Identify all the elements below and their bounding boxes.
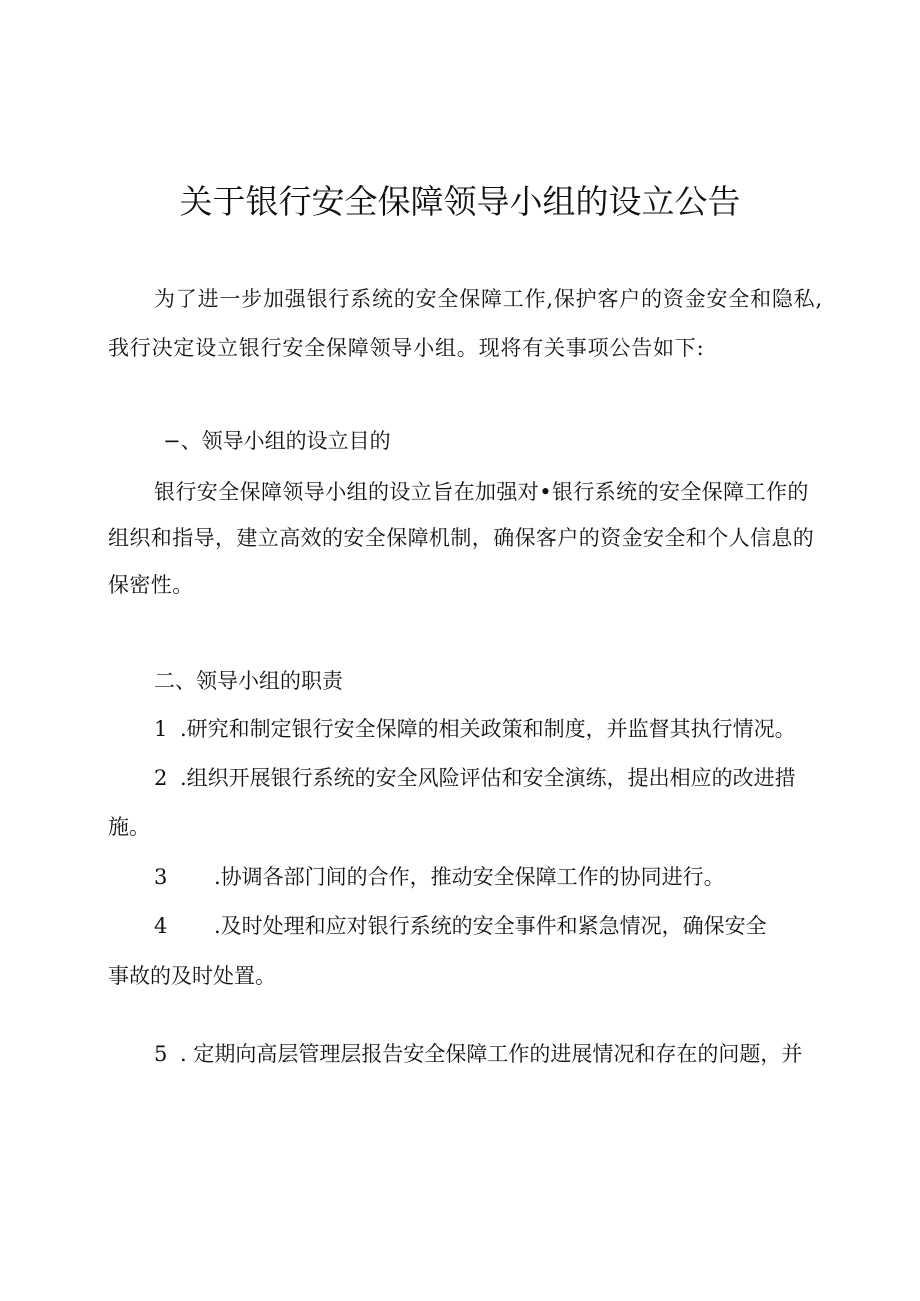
section-1-line-2: 组织和指导，建立高效的安全保障机制，确保客户的资金安全和个人信息的 <box>108 526 815 550</box>
intro-line-2: 我行决定设立银行安全保障领导小组。现将有关事项公告如下: <box>108 336 705 360</box>
section-2-heading: 二、领导小组的职责 <box>154 669 343 693</box>
section-1-line-3: 保密性。 <box>108 573 194 597</box>
list-item <box>154 911 767 941</box>
list-item-number: 1 <box>154 717 168 741</box>
list-item-text: .协调各部门间的合作，推动安全保障工作的协同进行。 <box>214 865 725 889</box>
list-item-continuation: 施。 <box>108 815 150 839</box>
list-item-text: .研究和制定银行安全保障的相关政策和制度，并监督其执行情况。 <box>180 717 796 741</box>
list-item <box>154 862 725 892</box>
list-item <box>154 1039 802 1069</box>
list-item-text: . 定期向高层管理层报告安全保障工作的进展情况和存在的问题，并 <box>180 1042 803 1066</box>
list-item-number: 4 <box>154 914 168 938</box>
list-item-continuation: 事故的及时处置。 <box>108 964 276 988</box>
section-1-line-1: 银行安全保障领导小组的设立旨在加强对•银行系统的安全保障工作的 <box>154 480 809 504</box>
intro-line-1: 为了进一步加强银行系统的安全保障工作,保护客户的资金安全和隐私, <box>154 287 823 311</box>
list-item-number: 2 <box>154 766 168 790</box>
section-1-heading: −、领导小组的设立目的 <box>163 429 391 453</box>
list-item <box>154 714 796 744</box>
list-item-number: 3 <box>154 865 168 889</box>
list-item <box>154 763 796 793</box>
list-item-number: 5 <box>154 1042 168 1066</box>
list-item-text: .组织开展银行系统的安全风险评估和安全演练，提出相应的改进措 <box>180 766 796 790</box>
list-item-text: .及时处理和应对银行系统的安全事件和紧急情况，确保安全 <box>214 914 767 938</box>
document-title: 关于银行安全保障领导小组的设立公告 <box>179 182 741 221</box>
